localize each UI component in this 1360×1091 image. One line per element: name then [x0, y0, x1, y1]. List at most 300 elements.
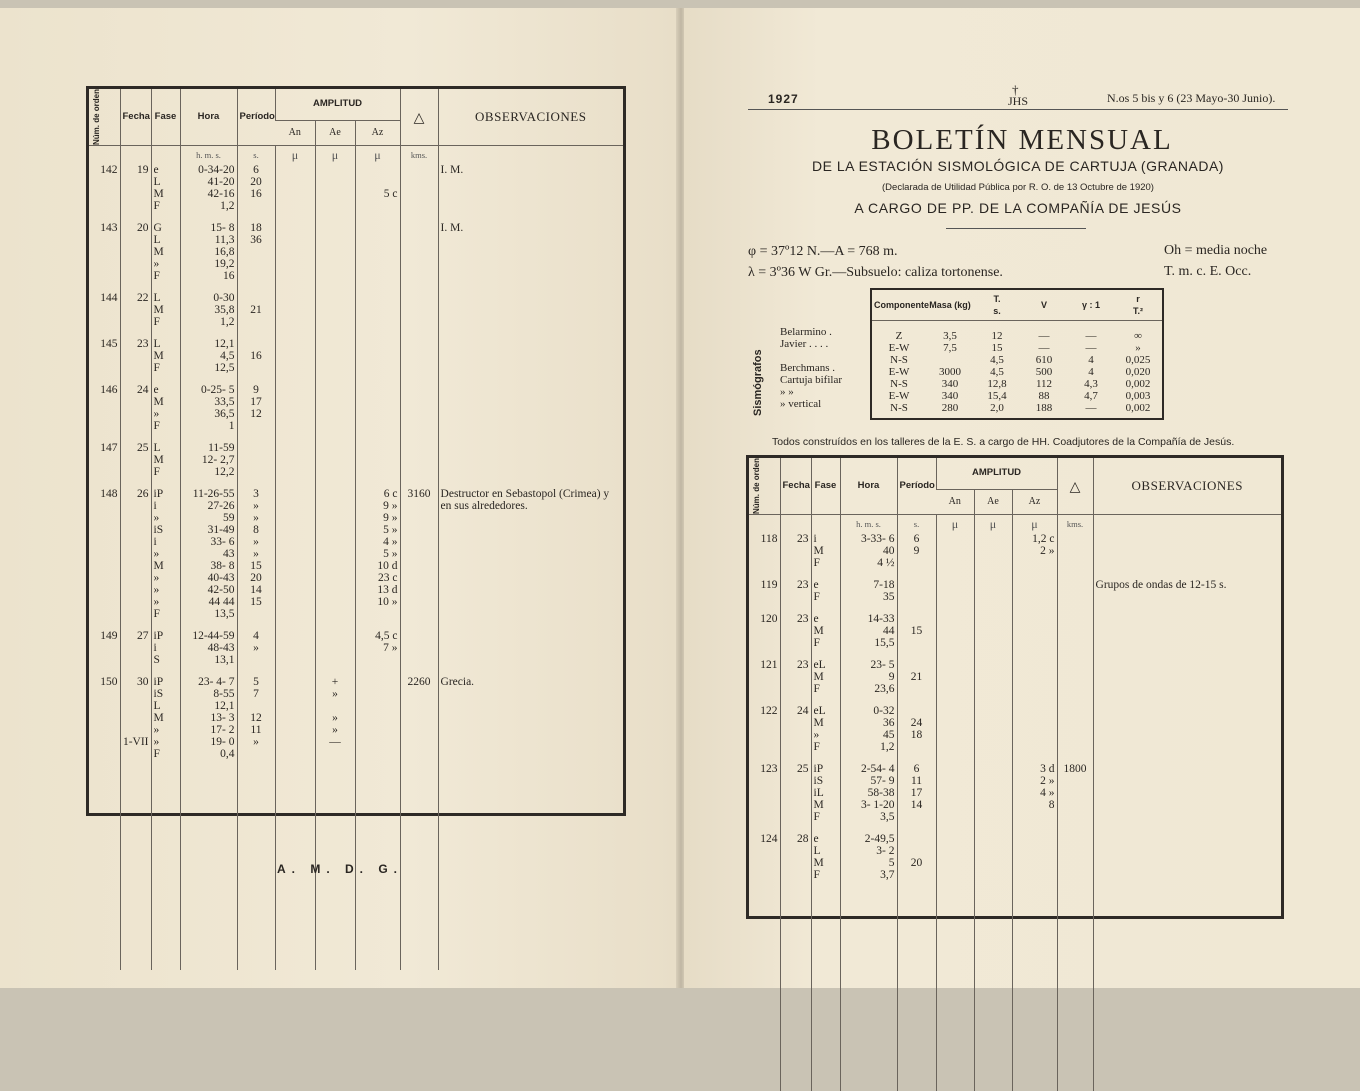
cell-delta — [1057, 533, 1093, 569]
cell-az — [355, 442, 400, 478]
left-page — [0, 8, 680, 988]
cell-an — [275, 488, 315, 620]
col-az-header: Az — [355, 120, 400, 145]
cell-periodo: 21 — [897, 659, 936, 695]
bulletin-title: BOLETÍN MENSUAL — [871, 124, 1173, 156]
cell-az: 1,2 c 2 » — [1012, 533, 1057, 569]
cell-delta — [1057, 579, 1093, 603]
cell-obs — [438, 630, 623, 666]
table-row — [89, 488, 623, 620]
col-az-header: Az — [1012, 489, 1057, 514]
spec-cell: ∞ — [1134, 330, 1142, 342]
instrument-name: Berchmans . — [780, 362, 835, 374]
cell-num: 121 — [760, 659, 778, 672]
cell-periodo: 3 » » 8 » » 15 20 14 15 — [237, 488, 275, 620]
cell-hora: 0-32 36 45 1,2 — [840, 705, 897, 753]
spec-cell — [926, 354, 974, 366]
cell-periodo: 6 20 16 — [237, 164, 275, 212]
table-row — [89, 630, 623, 666]
col-fecha-header: Fecha — [120, 89, 151, 146]
row-spacer — [749, 649, 1281, 659]
spec-cell: E-W — [888, 366, 910, 378]
table-row — [89, 676, 623, 760]
spec-cell: 12 — [991, 330, 1003, 342]
spec-cell: 610 — [1035, 354, 1053, 366]
cell-an — [275, 338, 315, 374]
tmc-note: T. m. c. E. Occ. — [1164, 264, 1252, 279]
cell-az: 6 c 9 » 9 » 5 » 4 » 5 » 10 d 23 c 13 d 10 » — [355, 488, 400, 620]
cell-hora: 14-33 44 15,5 — [840, 613, 897, 649]
latitude: φ = 37º12 N.—A = 768 m. — [748, 244, 898, 259]
col-fecha-header: Fecha — [780, 458, 811, 515]
cell-fase: iP iS iL M F — [811, 763, 840, 823]
cell-periodo: 16 — [237, 338, 275, 374]
cell-num: 119 — [760, 579, 778, 592]
col-periodo-header: Período — [897, 458, 936, 515]
cell-fecha: 23 — [780, 533, 811, 569]
cell-delta — [400, 442, 438, 478]
cell-fecha: 27 — [120, 630, 151, 666]
spec-cell: — — [1038, 330, 1050, 342]
unit-az: μ — [1012, 515, 1057, 534]
cell-az: 4,5 c 7 » — [355, 630, 400, 666]
cell-fecha: 24 — [780, 705, 811, 753]
cell-an — [275, 676, 315, 760]
cell-num: 122 — [760, 705, 778, 718]
cell-an — [936, 833, 974, 881]
spec-cell: 280 — [941, 402, 959, 414]
cell-num: 123 — [760, 763, 778, 776]
cell-num: 144 — [100, 292, 118, 305]
cell-ae — [974, 613, 1012, 649]
row-spacer — [749, 603, 1281, 613]
cell-fase: eL M F — [811, 659, 840, 695]
col-fase-header: Fase — [811, 458, 840, 515]
cell-ae — [974, 705, 1012, 753]
table-row — [89, 442, 623, 478]
instrument-names — [780, 326, 866, 410]
cell-az — [1012, 659, 1057, 695]
row-spacer — [749, 569, 1281, 579]
cell-obs — [1093, 613, 1281, 649]
cell-ae — [974, 579, 1012, 603]
cell-fase: e F — [811, 579, 840, 603]
instrument-name: Cartuja bifilar — [780, 374, 843, 386]
cell-obs — [438, 384, 623, 432]
unit-ae: μ — [974, 515, 1012, 534]
spec-row — [872, 342, 1162, 354]
row-spacer — [89, 760, 623, 770]
cell-num: 124 — [760, 833, 778, 846]
spec-cell: 4 — [1088, 354, 1094, 366]
unit-hora: h. m. s. — [840, 515, 897, 534]
cell-periodo: 18 36 — [237, 222, 275, 282]
cell-ae — [315, 292, 355, 328]
unit-periodo: s. — [897, 515, 936, 534]
cell-delta: 3160 — [400, 488, 438, 620]
cell-ae — [315, 488, 355, 620]
cell-delta — [1057, 659, 1093, 695]
spec-header: r T.² — [1114, 290, 1162, 320]
cell-fase: G L M » F — [151, 222, 180, 282]
sismografos-label: Sismógrafos — [752, 349, 764, 416]
cell-az: 3 d 2 » 4 » 8 — [1012, 763, 1057, 823]
spec-cell: 15 — [991, 342, 1003, 354]
cell-hora: 23- 4- 7 8-55 12,1 13- 3 17- 2 19- 0 0,4 — [180, 676, 237, 760]
cell-fecha: 22 — [120, 292, 151, 328]
header-rule — [748, 109, 1288, 110]
cell-ae — [315, 630, 355, 666]
cell-hora: 23- 5 9 23,6 — [840, 659, 897, 695]
cell-ae — [315, 164, 355, 212]
cell-num: 149 — [100, 630, 118, 643]
cell-fecha: 25 — [780, 763, 811, 823]
cell-fase: i M F — [811, 533, 840, 569]
cell-obs: Grupos de ondas de 12-15 s. — [1093, 579, 1281, 603]
cell-periodo: 21 — [237, 292, 275, 328]
cell-hora: 12-44-59 48-43 13,1 — [180, 630, 237, 666]
row-spacer — [89, 328, 623, 338]
spec-row — [872, 390, 1162, 402]
cell-az — [355, 338, 400, 374]
cell-num: 145 — [100, 338, 118, 351]
cell-hora: 7-18 35 — [840, 579, 897, 603]
spec-cell: 0,003 — [1125, 390, 1151, 402]
instrument-name: » vertical — [780, 398, 822, 410]
cell-hora: 3-33- 6 40 4 ½ — [840, 533, 897, 569]
cell-hora: 15- 8 11,3 16,8 19,2 16 — [180, 222, 237, 282]
spec-header: γ : 1 — [1068, 290, 1114, 320]
cell-fase: L M F — [151, 442, 180, 478]
jhs-cross: † — [1012, 82, 1019, 97]
right-seismic-table — [746, 455, 1284, 919]
table-row — [749, 533, 1281, 569]
cargo-line: A CARGO DE PP. DE LA COMPAÑÍA DE JESÚS — [854, 200, 1182, 216]
spec-cell: 500 — [1035, 366, 1053, 378]
cell-ae — [315, 338, 355, 374]
cell-delta — [1057, 833, 1093, 881]
cell-ae — [315, 384, 355, 432]
cell-az — [355, 222, 400, 282]
table-row — [89, 338, 623, 374]
year: 1927 — [768, 92, 799, 106]
cell-periodo: 6 9 — [897, 533, 936, 569]
cell-fecha: 23 — [780, 579, 811, 603]
spec-header: Masa (kg) — [926, 290, 974, 320]
cell-hora: 2-54- 4 57- 9 58-38 3- 1-20 3,5 — [840, 763, 897, 823]
declaration: (Declarada de Utilidad Pública por R. O. de 13 Octubre de 1920) — [882, 182, 1154, 193]
cell-obs — [438, 338, 623, 374]
spec-cell: 12,8 — [987, 378, 1007, 390]
row-spacer — [749, 823, 1281, 833]
cell-hora: 0-25- 5 33,5 36,5 1 — [180, 384, 237, 432]
spec-cell: 112 — [1035, 378, 1053, 390]
cell-delta — [400, 164, 438, 212]
bulletin-subtitle: DE LA ESTACIÓN SISMOLÓGICA DE CARTUJA (GRANADA) — [812, 158, 1224, 174]
cell-delta — [1057, 705, 1093, 753]
col-amplitud-header: AMPLITUD — [275, 89, 400, 120]
cell-fase: e L M F — [151, 164, 180, 212]
cell-an — [275, 442, 315, 478]
spec-cell: 4,5 — [990, 354, 1004, 366]
row-spacer — [749, 753, 1281, 763]
cell-fase: e M F — [811, 613, 840, 649]
cell-fase: L M F — [151, 292, 180, 328]
cell-num: 118 — [760, 533, 778, 546]
spec-cell: 0,025 — [1125, 354, 1151, 366]
spec-cell: 0,002 — [1125, 402, 1151, 414]
construction-note: Todos construídos en los talleres de la E. S. a cargo de HH. Coadjutores de la Compañía de Jesús. — [772, 436, 1235, 448]
cell-periodo — [237, 442, 275, 478]
instrument-name: Belarmino . — [780, 326, 832, 338]
cell-fecha: 26 — [120, 488, 151, 620]
cell-az — [355, 676, 400, 760]
col-hora-header: Hora — [840, 458, 897, 515]
cell-num: 146 — [100, 384, 118, 397]
col-num-header: Núm. de orden — [752, 458, 761, 515]
row-spacer — [89, 620, 623, 630]
cell-an — [275, 630, 315, 666]
cell-hora: 11-26-55 27-26 59 31-49 33- 6 43 38- 8 40-43 42-50 44 44 13,5 — [180, 488, 237, 620]
col-delta-header: △ — [1057, 458, 1093, 515]
col-periodo-header: Período — [237, 89, 275, 146]
spec-cell: E-W — [888, 342, 910, 354]
instrument-name — [780, 350, 866, 362]
cell-fase: e L M F — [811, 833, 840, 881]
row-spacer — [89, 374, 623, 384]
unit-delta: kms. — [1057, 515, 1093, 534]
cell-delta — [400, 384, 438, 432]
cell-delta — [1057, 613, 1093, 649]
row-spacer — [89, 282, 623, 292]
cell-az — [355, 384, 400, 432]
table-row — [89, 384, 623, 432]
cell-az: 5 c — [355, 164, 400, 212]
spec-cell: 7,5 — [943, 342, 957, 354]
cell-obs — [1093, 833, 1281, 881]
cell-periodo: 24 18 — [897, 705, 936, 753]
cell-ae: + » » » — — [315, 676, 355, 760]
cell-fecha: 20 — [120, 222, 151, 282]
cell-hora: 12,1 4,5 12,5 — [180, 338, 237, 374]
spec-cell: — — [1038, 342, 1050, 354]
spec-header: Componente — [872, 290, 926, 320]
right-page — [684, 8, 1360, 988]
cell-fecha: 25 — [120, 442, 151, 478]
cell-obs — [1093, 705, 1281, 753]
spec-cell: — — [1085, 402, 1097, 414]
table-row — [749, 763, 1281, 823]
row-spacer — [749, 695, 1281, 705]
spec-cell: 340 — [941, 378, 959, 390]
spec-cell: 340 — [941, 390, 959, 402]
cell-fecha: 23 — [780, 613, 811, 649]
cell-ae — [315, 222, 355, 282]
cell-fecha: 19 — [120, 164, 151, 212]
row-spacer — [89, 478, 623, 488]
cell-fecha: 30 1-VII — [120, 676, 151, 760]
table-row — [749, 613, 1281, 649]
col-delta-header: △ — [400, 89, 438, 146]
cell-num: 147 — [100, 442, 118, 455]
cell-delta — [400, 338, 438, 374]
spec-header: T. s. — [974, 290, 1020, 320]
cell-periodo: 20 — [897, 833, 936, 881]
spec-row — [872, 402, 1162, 414]
cell-num: 142 — [100, 164, 118, 177]
spec-cell: Z — [895, 330, 903, 342]
cell-an — [936, 579, 974, 603]
cell-obs — [438, 292, 623, 328]
col-hora-header: Hora — [180, 89, 237, 146]
cell-an — [275, 292, 315, 328]
spec-row — [872, 354, 1162, 366]
table-row — [749, 705, 1281, 753]
cell-num: 150 — [100, 676, 118, 689]
cell-num: 143 — [100, 222, 118, 235]
cell-an — [936, 659, 974, 695]
cell-an — [936, 705, 974, 753]
row-spacer — [89, 666, 623, 676]
table-row — [89, 292, 623, 328]
cell-fase: e M » F — [151, 384, 180, 432]
cell-fecha: 23 — [780, 659, 811, 695]
spec-cell: 4,3 — [1084, 378, 1098, 390]
spec-cell: 15,4 — [987, 390, 1007, 402]
footer-amdg: A. M. D. G. — [277, 862, 403, 876]
cell-fase: L M F — [151, 338, 180, 374]
col-an-header: An — [288, 126, 301, 138]
spec-cell: E-W — [888, 390, 910, 402]
spec-row — [872, 330, 1162, 342]
cell-delta — [400, 292, 438, 328]
title-rule — [946, 228, 1086, 229]
cell-obs: Grecia. — [438, 676, 623, 760]
cell-obs: I. M. — [438, 222, 623, 282]
spec-row — [872, 366, 1162, 378]
cell-hora: 0-30 35,8 1,2 — [180, 292, 237, 328]
row-spacer — [749, 881, 1281, 891]
spec-cell: 4,5 — [990, 366, 1004, 378]
cell-periodo — [897, 579, 936, 603]
issue-number: N.os 5 bis y 6 (23 Mayo-30 Junio). — [1107, 91, 1276, 105]
table-row — [749, 659, 1281, 695]
cell-delta: 2260 — [400, 676, 438, 760]
spec-cell: 188 — [1035, 402, 1053, 414]
unit-az: μ — [355, 146, 400, 165]
cell-fase: iP i S — [151, 630, 180, 666]
cell-az — [1012, 833, 1057, 881]
col-obs-header: OBSERVACIONES — [1093, 458, 1281, 515]
cell-fecha: 28 — [780, 833, 811, 881]
cell-ae — [974, 763, 1012, 823]
col-fase-header: Fase — [151, 89, 180, 146]
spec-row — [872, 378, 1162, 390]
cell-periodo: 15 — [897, 613, 936, 649]
cell-ae — [315, 442, 355, 478]
cell-az — [1012, 579, 1057, 603]
spec-cell: N-S — [890, 402, 908, 414]
spec-header: V — [1020, 290, 1068, 320]
row-spacer — [89, 212, 623, 222]
cell-fase: iP iS L M » » F — [151, 676, 180, 760]
cell-obs — [438, 442, 623, 478]
table-row — [89, 222, 623, 282]
cell-fase: eL M » F — [811, 705, 840, 753]
cell-obs — [1093, 763, 1281, 823]
cell-num: 148 — [100, 488, 118, 501]
cell-an — [936, 763, 974, 823]
spec-cell: N-S — [890, 378, 908, 390]
spec-cell: 3000 — [939, 366, 961, 378]
cell-an — [275, 222, 315, 282]
cell-delta — [400, 222, 438, 282]
spec-cell: 4,7 — [1084, 390, 1098, 402]
instrument-name: » » — [780, 386, 794, 398]
spec-cell: — — [1085, 330, 1097, 342]
col-amplitud-header: AMPLITUD — [936, 458, 1057, 489]
cell-num: 120 — [760, 613, 778, 626]
cell-hora: 11-59 12- 2,7 12,2 — [180, 442, 237, 478]
table-row — [749, 833, 1281, 881]
cell-fecha: 23 — [120, 338, 151, 374]
cell-delta — [400, 630, 438, 666]
cell-obs — [1093, 659, 1281, 695]
spec-cell: 0,002 — [1125, 378, 1151, 390]
jhs-monogram: JHS — [1008, 94, 1029, 108]
filler-row — [749, 891, 1281, 1091]
spec-cell: 2,0 — [990, 402, 1004, 414]
cell-obs: I. M. — [438, 164, 623, 212]
col-obs-header: OBSERVACIONES — [438, 89, 623, 146]
cell-an — [936, 613, 974, 649]
cell-periodo: 9 17 12 — [237, 384, 275, 432]
cell-delta: 1800 — [1057, 763, 1093, 823]
unit-an: μ — [936, 515, 974, 534]
instrument-name: Javier . . . . — [780, 338, 829, 350]
cell-an — [275, 384, 315, 432]
col-num-header: Núm. de orden — [92, 89, 101, 146]
spec-cell: 3,5 — [943, 330, 957, 342]
col-ae-header: Ae — [974, 489, 1012, 514]
cell-ae — [974, 659, 1012, 695]
cell-az — [1012, 613, 1057, 649]
table-row — [749, 579, 1281, 603]
spec-cell: 0,020 — [1125, 366, 1151, 378]
longitude: λ = 3º36 W Gr.—Subsuelo: caliza tortonense. — [748, 265, 1003, 280]
spec-cell: 4 — [1088, 366, 1094, 378]
cell-hora: 0-34-20 41-20 42-16 1,2 — [180, 164, 237, 212]
cell-obs — [1093, 533, 1281, 569]
cell-periodo: 5 7 12 11 » — [237, 676, 275, 760]
unit-periodo: s. — [237, 146, 275, 165]
spec-cell: — — [1085, 342, 1097, 354]
instrument-spec-table — [870, 288, 1164, 420]
unit-ae: μ — [315, 146, 355, 165]
unit-an: μ — [275, 146, 315, 165]
cell-ae — [974, 833, 1012, 881]
unit-hora: h. m. s. — [180, 146, 237, 165]
table-row — [89, 164, 623, 212]
unit-delta: kms. — [400, 146, 438, 165]
spec-cell: 88 — [1038, 390, 1050, 402]
cell-ae — [974, 533, 1012, 569]
cell-hora: 2-49,5 3- 2 5 3,7 — [840, 833, 897, 881]
spec-cell: N-S — [890, 354, 908, 366]
cell-az — [1012, 705, 1057, 753]
spec-cell: » — [1135, 342, 1141, 354]
oh-note: Oh = media noche — [1164, 243, 1268, 258]
